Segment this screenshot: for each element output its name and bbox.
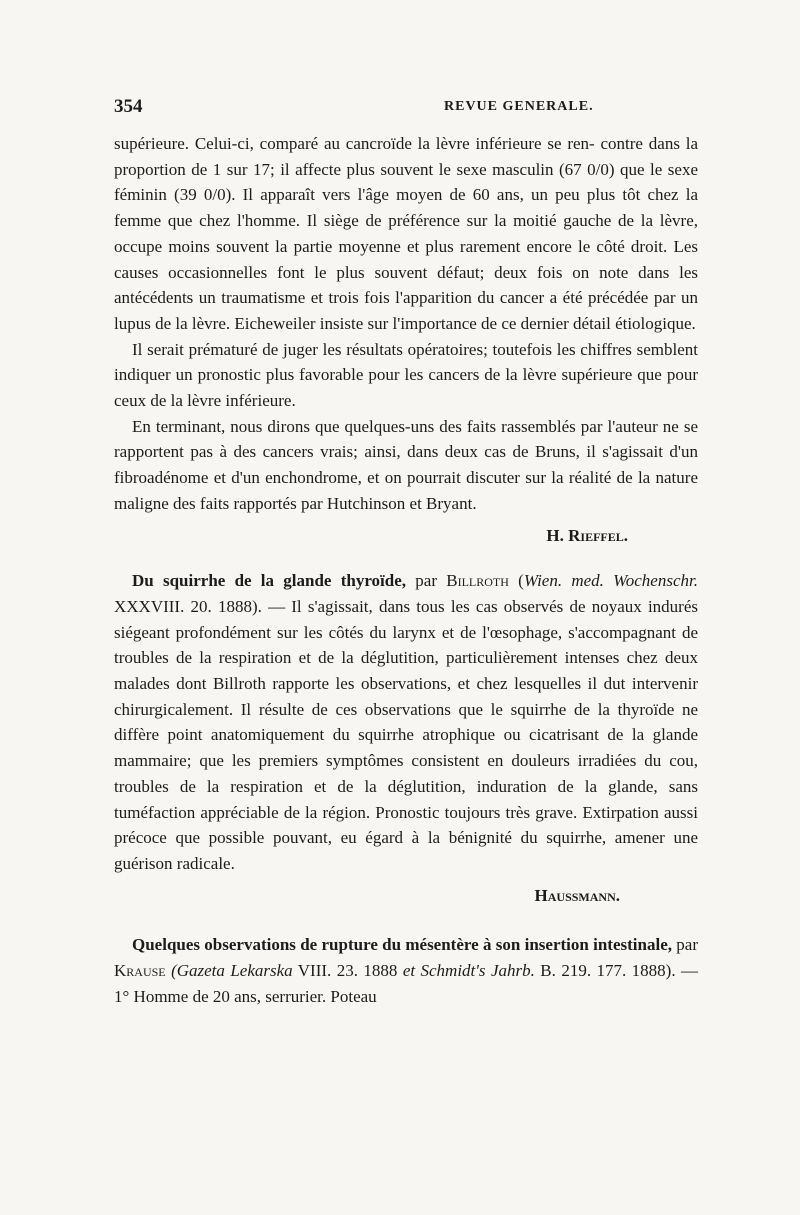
running-title: REVUE GENERALE. xyxy=(444,99,594,114)
article-mesentery xyxy=(114,932,698,1009)
article-text: — 1° Homme de 20 ans, serrurier. Poteau xyxy=(114,961,699,1006)
line: supérieure. Celui-ci, comparé au cancroïde la lèvre inférieure se ren- xyxy=(114,134,595,153)
journal-ref-2: B. 219. 177. 1888). xyxy=(534,961,676,981)
line: sur l'importance de ce dernier détail étiologique. xyxy=(367,313,696,333)
paragraph-1 xyxy=(114,131,698,337)
line: masculin (67 0/0) que le sexe féminin (39 0/0). Il apparaît vers l'âge xyxy=(114,159,698,205)
journal-ref: VIII. 23. 1888 xyxy=(292,961,403,981)
page-number: 354 xyxy=(114,96,143,117)
author-name: Billroth xyxy=(446,571,509,591)
journal-name-2: et Schmidt's Jahrb. xyxy=(402,961,535,981)
line: moyen de 60 ans, un peu plus tôt chez la femme que chez l'homme. xyxy=(114,185,699,231)
journal-name: (Gazeta Lekarska xyxy=(171,961,293,981)
article-thyroid xyxy=(114,568,698,876)
line: souvent la partie moyenne et plus rarement encore le côté droit. xyxy=(216,236,668,256)
paragraph-2: Il serait prématuré de juger les résultats opératoires; toutefois les chiffres semblent indiquer un pronostic plus favorable pour les cancers de la lèvre supérieure que pour ceux de la lèvre inférieure. xyxy=(114,339,698,411)
author-name: Krause xyxy=(114,961,166,981)
journal-name: Wien. med. Wochenschr. xyxy=(523,571,698,591)
par-text: par xyxy=(406,571,447,591)
article-body xyxy=(114,131,698,1010)
journal-ref: XXXVIII. 20. 1888). xyxy=(114,596,262,616)
line: Il siège de préférence sur la moitié gauche de la lèvre, occupe moins xyxy=(114,211,698,256)
signature-haussmann: Haussmann. xyxy=(534,885,620,905)
signature-rieffel: H. Rieffel. xyxy=(546,525,628,545)
article-title: Du squirrhe de la glande thyroïde, xyxy=(132,571,407,591)
paragraph-3: En terminant, nous dirons que quelques-uns des faits rassemblés par l'auteur ne se rapportent pas à des cancers vrais; ainsi, dans deux cas de Bruns, il s'agissait d'un fibroadénome et d'un enchondrome, et on pourrait discuter sur la réalité de la nature maligne des faits rapportés par Hutchinson et Bryant. xyxy=(114,416,698,513)
article-text: — Il s'agissait, dans tous les cas observés de noyaux indurés siégeant profondément sur les côtés du larynx et de l'œsophage, s'accompagnant de troubles de la respiration et de la déglutition, particulièrement intenses chez deux malades dont Billroth rapporte les observations, et chez lesquelles il dut intervenir chirurgicalement. Il résulte de ces observations que le squirrhe de la thyroïde ne diffère point anatomiquement du squirrhe atrophique ou cicatrisant de la glande mammaire; que les premiers symptômes consistent en douleurs irradiées du cou, troubles de la respiration et de la déglutition, induration de la glande, sans tuméfaction appréciable de la région. Pronostic toujours très grave. Extirpation aussi précoce que possible pouvant, eu égard à la bénignité du squirrhe, amener une guérison radicale. xyxy=(114,596,698,873)
page-header xyxy=(114,96,694,122)
paren: ( xyxy=(508,571,524,591)
line: contre dans la proportion de 1 sur 17; il affecte plus souvent le sexe xyxy=(114,134,698,179)
line: note dans les antécédents un traumatisme et trois fois l'apparition xyxy=(114,262,698,308)
line: du cancer a été précédée par un lupus de la lèvre. Eicheweiler insiste xyxy=(114,288,699,333)
par-text: par xyxy=(672,935,698,955)
line: Les causes occasionnelles font le plus souvent défaut; deux fois on xyxy=(114,236,699,282)
article-title: Quelques observations de rupture du mésentère à son insertion intestinale, xyxy=(132,935,672,955)
